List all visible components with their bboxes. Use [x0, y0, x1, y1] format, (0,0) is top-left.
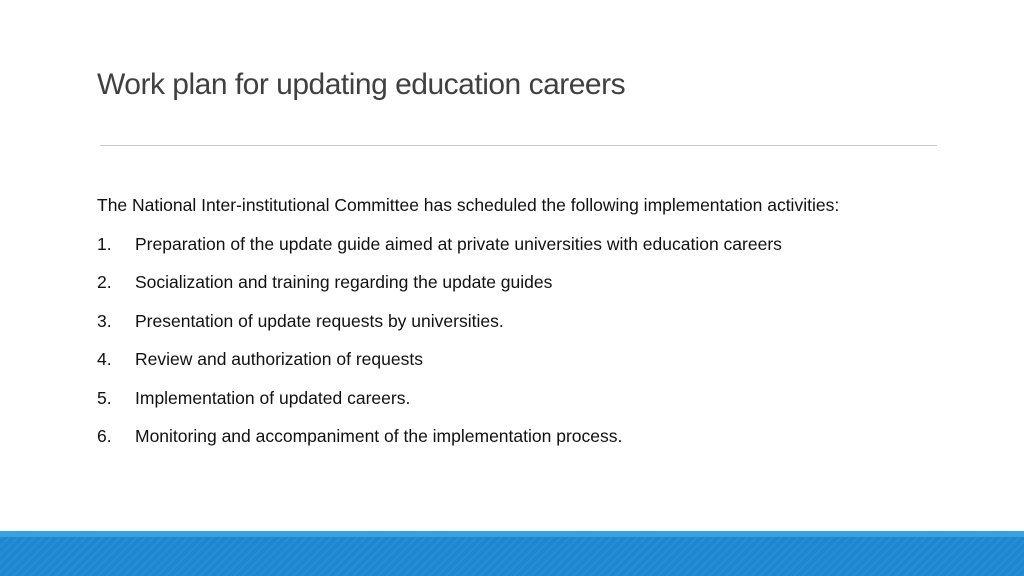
list-item-text: Monitoring and accompaniment of the implementation process. [135, 426, 623, 446]
list-item-number: 6. [97, 426, 112, 446]
list-item [97, 270, 977, 294]
list-item [97, 424, 977, 448]
list-item-text: Socialization and training regarding the update guides [135, 272, 553, 292]
intro-text: The National Inter-institutional Committee has scheduled the following implementation activities: [97, 195, 840, 215]
activity-list [97, 232, 977, 449]
list-item-number: 1. [97, 233, 112, 254]
list-item-text: Presentation of update requests by universities. [135, 310, 504, 331]
list-item-text: Preparation of the update guide aimed at private universities with education careers [135, 233, 782, 254]
list-item [97, 347, 977, 371]
list-item-number: 5. [97, 387, 112, 408]
slide-title: Work plan for updating education careers [97, 68, 626, 101]
list-item-text: Review and authorization of requests [135, 349, 423, 369]
list-item-number: 4. [97, 349, 112, 369]
list-item [97, 232, 977, 256]
title-divider [100, 145, 937, 146]
list-item [97, 309, 977, 333]
footer-band-texture [0, 537, 1024, 576]
list-item-number: 2. [97, 272, 112, 292]
footer-band [0, 531, 1024, 576]
list-item-text: Implementation of updated careers. [135, 387, 411, 408]
list-item [97, 386, 977, 410]
list-item-number: 3. [97, 310, 112, 331]
slide-body [97, 193, 977, 463]
